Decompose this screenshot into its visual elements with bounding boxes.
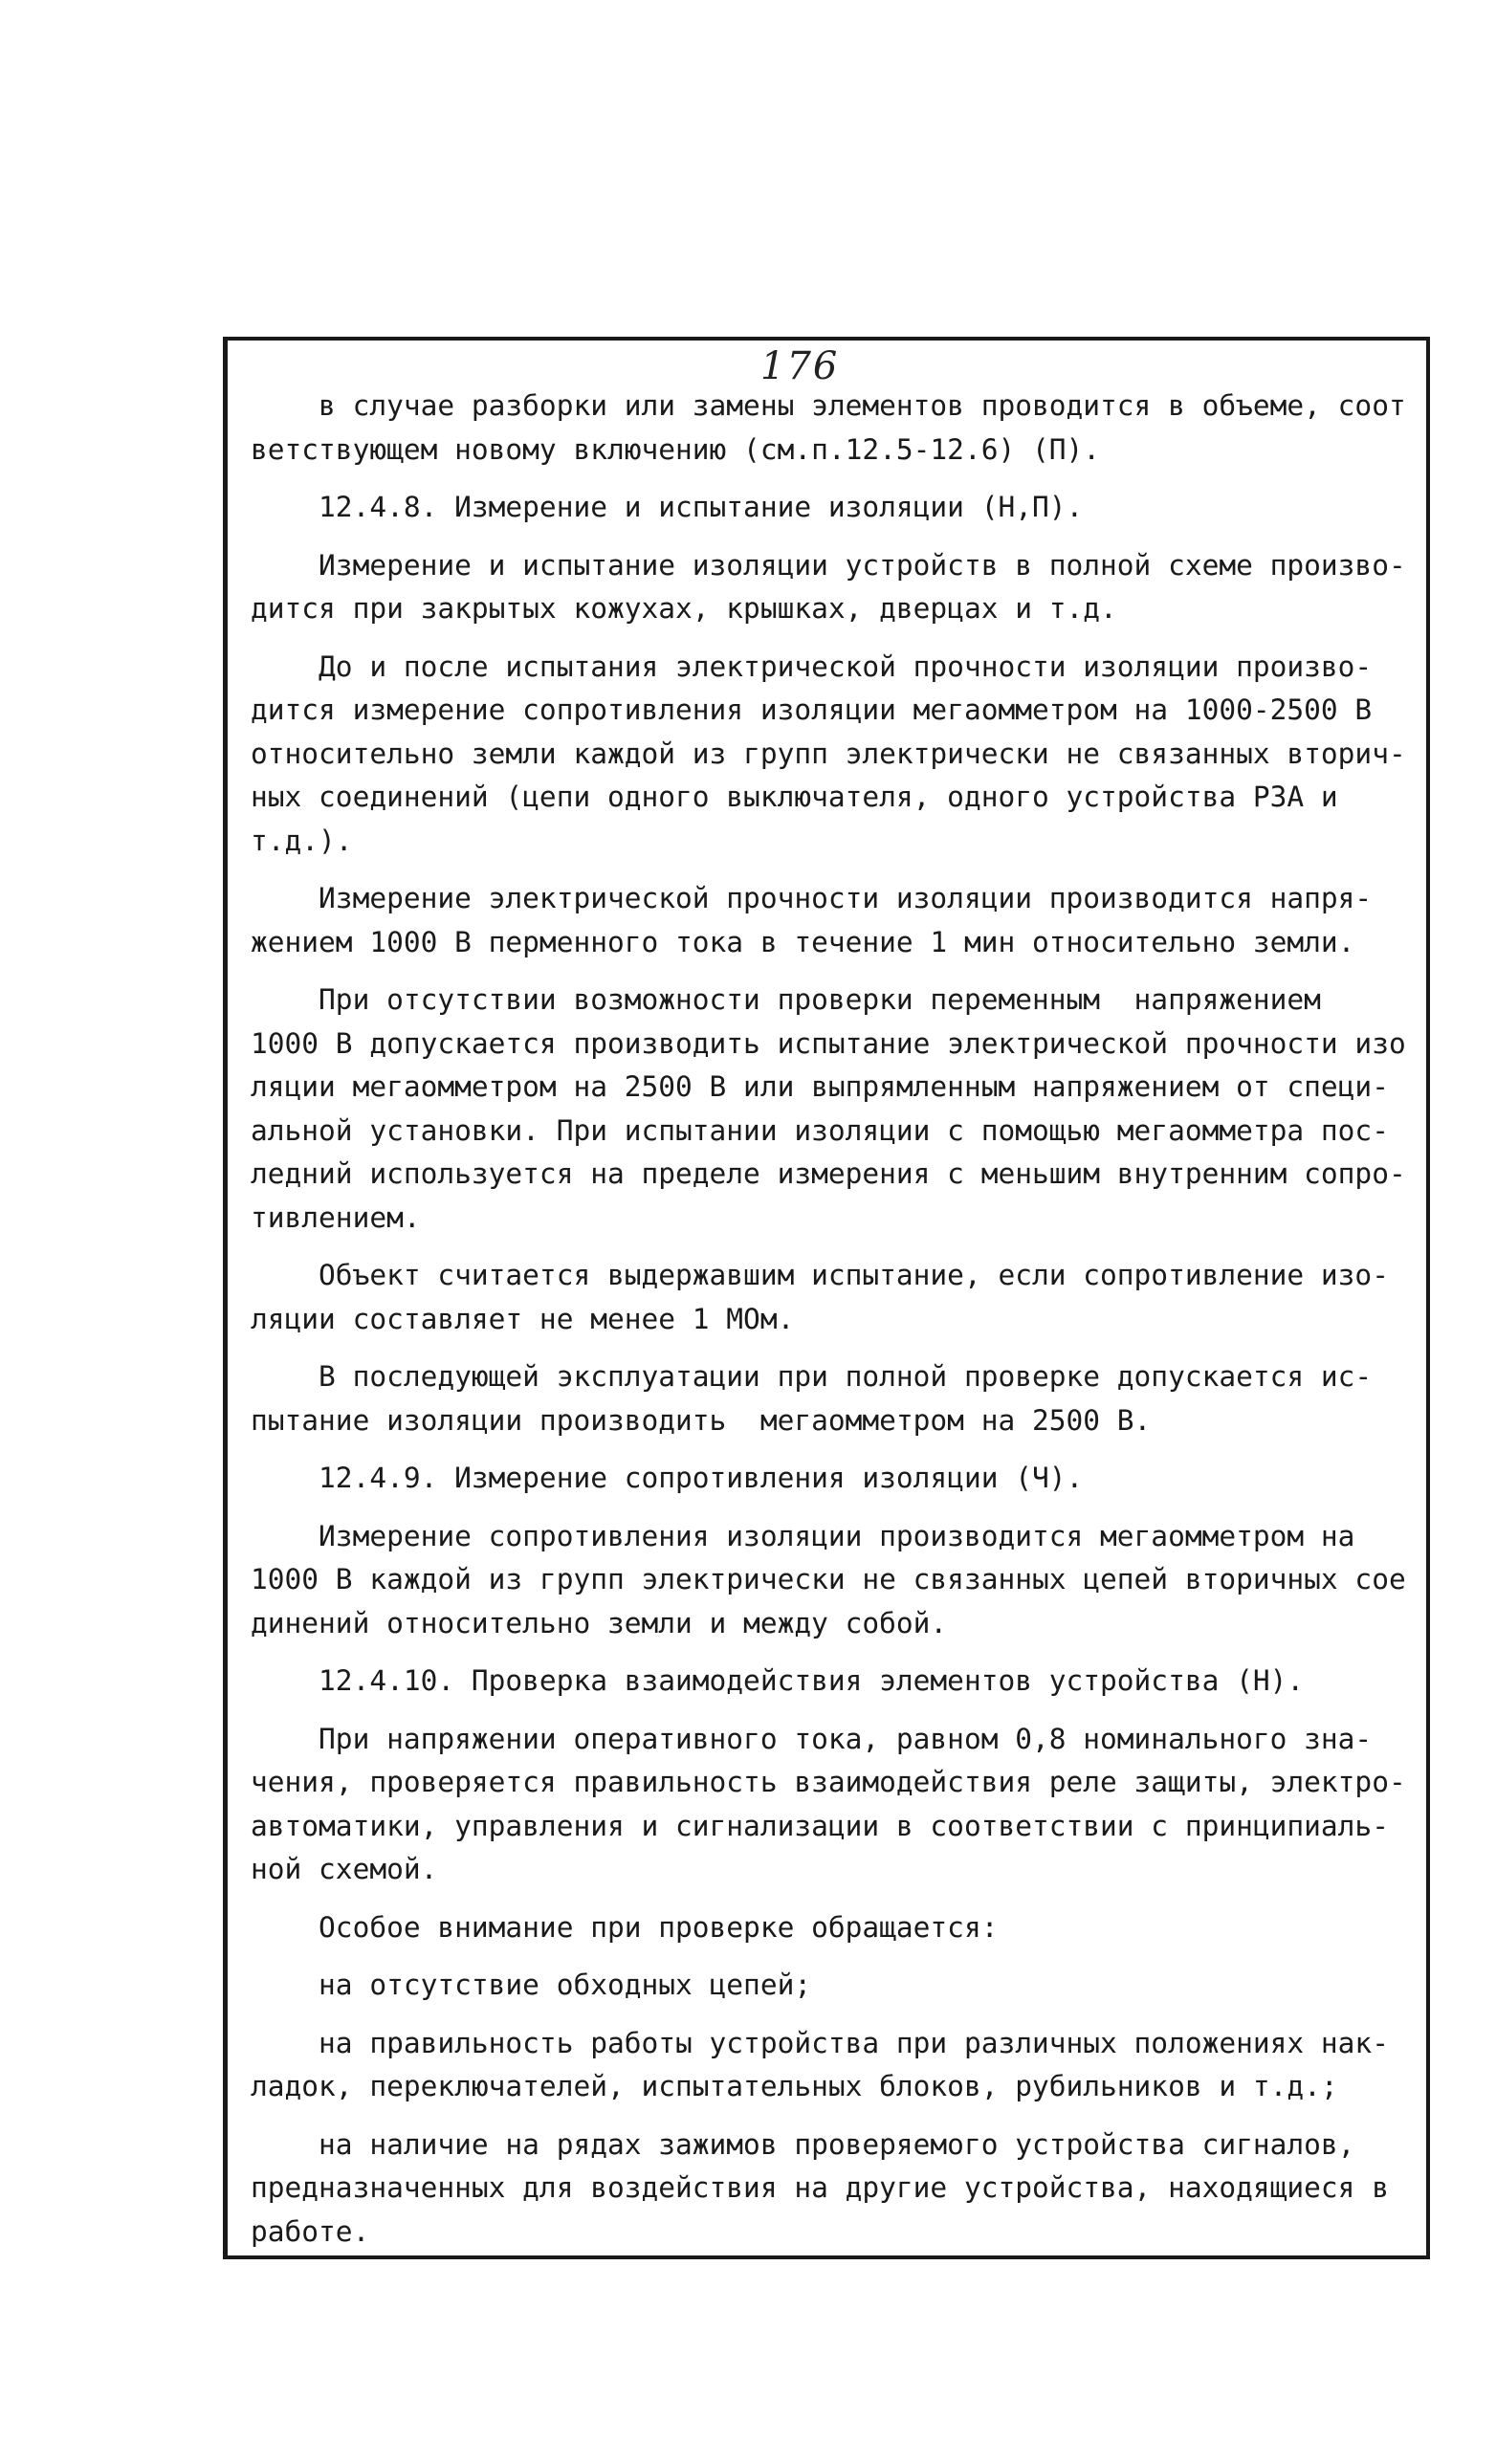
text-line: чения, проверяется правильность взаимодействия реле защиты, электро- [251, 1766, 1406, 1798]
text-line: При отсутствии возможности проверки переменным напряжением [251, 983, 1321, 1016]
paragraph [251, 979, 1427, 1240]
text-line: 1000 В каждой из групп электрически не связанных цепей вторичных сое [251, 1563, 1406, 1595]
text-line: В последующей эксплуатации при полной проверке допускается ис- [251, 1360, 1373, 1393]
paragraph [251, 2123, 1427, 2255]
paragraph-gap [251, 2109, 1427, 2123]
text-line: ляции составляет не менее 1 МОм. [251, 1302, 795, 1335]
text-line: динений относительно земли и между собой. [251, 1606, 948, 1639]
text-line: 1000 В допускается производить испытание электрической прочности изо [251, 1026, 1406, 1060]
paragraph [251, 2022, 1427, 2109]
paragraph [251, 877, 1427, 964]
text-line: 12.4.10. Проверка взаимодействия элементов устройства (Н). [251, 1664, 1305, 1697]
text-line: жением 1000 В перменного тока в течение 1 мин относительно земли. [251, 925, 1355, 958]
page-number: 176 [760, 344, 840, 388]
section-heading [251, 1457, 1427, 1501]
text-line: 12.4.9. Измерение сопротивления изоляции (Ч). [251, 1462, 1084, 1494]
text-line: дится при закрытых кожухах, крышках, дверцах и т.д. [251, 592, 1117, 625]
paragraph-gap [251, 1501, 1427, 1515]
text-line: Измерение сопротивления изоляции производится мегаомметром на [251, 1519, 1355, 1552]
paragraph-gap [251, 863, 1427, 877]
paragraph-gap [251, 1341, 1427, 1355]
paragraph-gap [251, 2008, 1427, 2022]
paragraph-gap [251, 1442, 1427, 1457]
text-line: пытание изоляции производить мегаомметром на 2500 В. [251, 1403, 1152, 1437]
text-line: Объект считается выдержавшим испытание, если сопротивление изо- [251, 1259, 1389, 1291]
paragraph [251, 1254, 1427, 1341]
paragraph [251, 646, 1427, 864]
text-line: автоматики, управления и сигнализации в соответствии с принципиаль- [251, 1809, 1389, 1842]
text-line: работе. [251, 2214, 370, 2248]
text-line: ледний используется на пределе измерения с меньшим внутренним сопро- [251, 1157, 1406, 1190]
text-line: ной схемой. [251, 1853, 438, 1885]
text-line: ных соединений (цепи одного выключателя, одного устройства РЗА и [251, 781, 1338, 813]
text-line: на правильность работы устройства при различных положениях нак- [251, 2026, 1389, 2059]
text-line: на отсутствие обходных цепей; [251, 1969, 812, 2001]
paragraph [251, 1718, 1427, 1892]
text-line: ладок, переключателей, испытательных блоков, рубильников и т.д.; [251, 2070, 1338, 2102]
paragraph-gap [251, 631, 1427, 646]
text-line: ветствующем новому включению (см.п.12.5-12.6) (П). [251, 432, 1101, 466]
paragraph [251, 1355, 1427, 1442]
paragraph [251, 544, 1427, 631]
paragraph-gap [251, 964, 1427, 979]
text-line: Особое внимание при проверке обращается: [251, 1910, 999, 1944]
paragraph-gap [251, 1645, 1427, 1660]
text-line: относительно земли каждой из групп электрически не связанных вторич- [251, 737, 1406, 770]
section-heading [251, 1660, 1427, 1704]
text-line: в случае разборки или замены элементов проводится в объеме, соот [251, 389, 1406, 422]
text-line: тивлением. [251, 1200, 421, 1234]
paragraph-gap [251, 1892, 1427, 1906]
paragraph-gap [251, 1949, 1427, 1964]
paragraph [251, 385, 1427, 472]
paragraph-gap [251, 530, 1427, 544]
text-line: До и после испытания электрической прочности изоляции произво- [251, 649, 1373, 683]
paragraph [251, 1515, 1427, 1646]
text-line: При напряжении оперативного тока, равном 0,8 номинального зна- [251, 1722, 1373, 1755]
text-line: 12.4.8. Измерение и испытание изоляции (Н,П). [251, 491, 1084, 523]
text-line: альной установки. При испытании изоляции с помощью мегаомметра пос- [251, 1113, 1389, 1147]
document-body [251, 385, 1427, 2254]
paragraph [251, 1964, 1427, 2008]
text-line: на наличие на рядах зажимов проверяемого устройства сигналов, [251, 2127, 1355, 2161]
paragraph [251, 1906, 1427, 1950]
text-line: дится измерение сопротивления изоляции мегаомметром на 1000-2500 В [251, 693, 1373, 726]
text-line: ляции мегаомметром на 2500 В или выпрямленным напряжением от специ- [251, 1070, 1389, 1103]
paragraph-gap [251, 472, 1427, 486]
paragraph-gap [251, 1704, 1427, 1718]
text-line: т.д.). [251, 824, 353, 857]
paragraph-gap [251, 1240, 1427, 1254]
text-line: Измерение электрической прочности изоляции производится напря- [251, 882, 1373, 914]
text-line: Измерение и испытание изоляции устройств в полной схеме произво- [251, 548, 1406, 582]
section-heading [251, 486, 1427, 530]
text-line: предназначенных для воздействия на другие устройства, находящиеся в [251, 2171, 1389, 2204]
